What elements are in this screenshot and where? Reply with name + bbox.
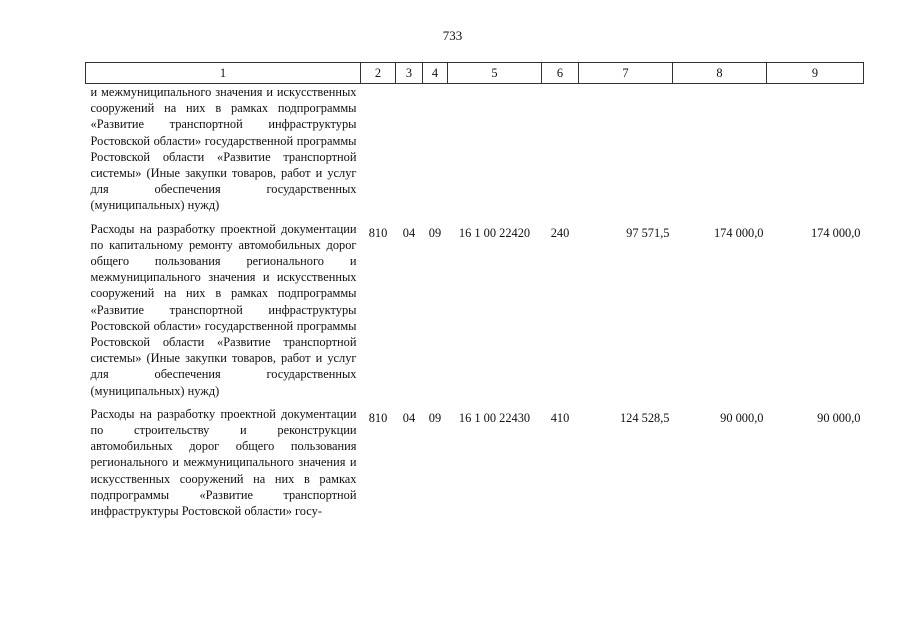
cell-target-article: 16 1 00 22420 [458,225,531,240]
cell-subsection [423,84,448,221]
cell-amount-col8 [673,84,767,221]
cell-amount-col8: 174 000,0 [713,225,764,240]
cell-amount-col7: 97 571,5 [626,225,670,240]
column-header-4: 4 [423,63,448,84]
column-header-6: 6 [542,63,579,84]
row-description: Расходы на разработку проектной документации по строительству и реконструкции автомобильных дорог общего пользования регионального и межмуниципального значения и искусственных сооружений на них в рамках подпрограммы «Развитие транспортной инфраструктуры Ростовской области» госу- [90,406,357,519]
cell-amount-col9: 90 000,0 [817,410,861,425]
column-header-3: 3 [396,63,423,84]
table-header-row [86,63,864,84]
cell-amount-col9 [767,84,864,221]
cell-target-article: 16 1 00 22430 [458,410,531,425]
column-header-9: 9 [767,63,864,84]
cell-section: 04 [402,410,416,425]
cell-expense-type [542,84,579,221]
cell-target-article [448,84,542,221]
column-header-5: 5 [448,63,542,84]
cell-section [396,84,423,221]
cell-subsection: 09 [428,410,442,425]
table-row [86,221,864,406]
budget-table [85,62,864,526]
cell-amount-col8: 90 000,0 [720,410,764,425]
cell-subsection: 09 [428,225,442,240]
cell-expense-type: 410 [550,410,570,425]
row-description: и межмуниципального значения и искусственных сооружений на них в рамках подпрограммы «Развитие транспортной инфраструктуры Ростовской области» государственной программы Ростовской области «Развитие транспортной системы» (Иные закупки товаров, работ и услуг для обеспечения государственных (муниципальных) нужд) [90,85,357,213]
column-header-2: 2 [361,63,396,84]
cell-amount-col9: 174 000,0 [810,225,861,240]
page-number: 733 [442,28,463,43]
cell-ministry: 810 [368,410,388,425]
cell-ministry [361,84,396,221]
table-row [86,406,864,526]
column-header-1: 1 [86,63,361,84]
cell-section: 04 [402,225,416,240]
row-description: Расходы на разработку проектной документации по капитальному ремонту автомобильных дорог общего пользования регионального и межмуниципального значения и искусственных сооружений на них в рамках подпрограммы «Развитие транспортной инфраструктуры Ростовской области» государственной программы Ростовской области «Развитие транспортной системы» (Иные закупки товаров, работ и услуг для обеспечения государственных (муниципальных) нужд) [90,221,357,398]
cell-expense-type: 240 [550,225,570,240]
cell-ministry: 810 [368,225,388,240]
column-header-7: 7 [579,63,673,84]
column-header-8: 8 [673,63,767,84]
cell-amount-col7 [579,84,673,221]
cell-amount-col7: 124 528,5 [619,410,670,425]
table-row [86,84,864,221]
